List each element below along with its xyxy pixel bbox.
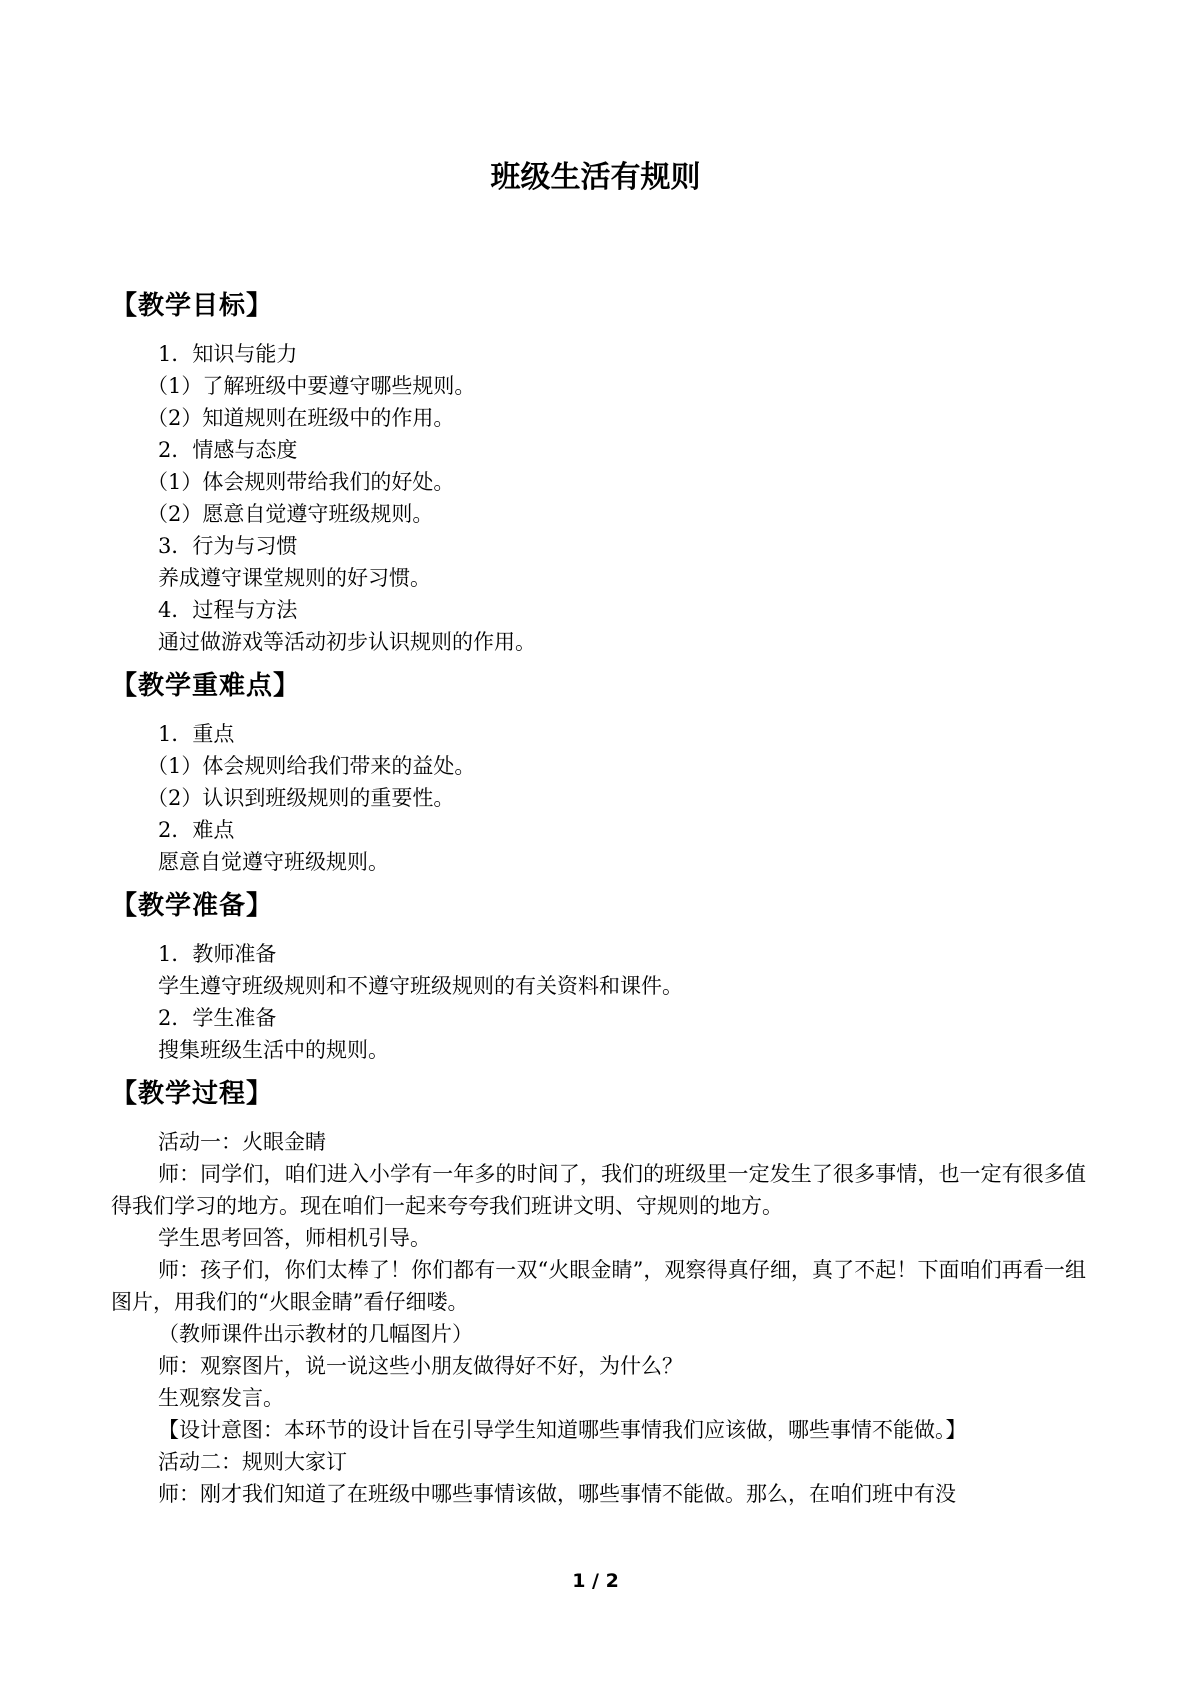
list-item: （2）认识到班级规则的重要性。	[147, 786, 455, 810]
paragraph: 活动一：火眼金睛	[158, 1130, 326, 1154]
list-item: （1）体会规则带给我们的好处。	[147, 470, 455, 494]
list-item: （1）了解班级中要遵守哪些规则。	[147, 374, 476, 398]
section-heading: 【教学重难点】	[111, 671, 301, 701]
paragraph: 师：同学们，咱们进入小学有一年多的时间了，我们的班级里一定发生了很多事情，也一定有很多值得我们学习的地方。现在咱们一起来夸夸我们班讲文明、守规则的地方。	[111, 1162, 1086, 1218]
paragraph: 师：刚才我们知道了在班级中哪些事情该做，哪些事情不能做。那么，在咱们班中有没	[158, 1482, 956, 1506]
list-item: 养成遵守课堂规则的好习惯。	[158, 566, 431, 590]
list-item: 2．难点	[158, 818, 235, 842]
paragraph: 活动二：规则大家订	[158, 1450, 347, 1474]
paragraph: 师：观察图片，说一说这些小朋友做得好不好，为什么？	[158, 1354, 683, 1378]
list-item: （2）愿意自觉遵守班级规则。	[147, 502, 434, 526]
list-item: 搜集班级生活中的规则。	[158, 1038, 389, 1062]
document-body	[111, 288, 1086, 1510]
paragraph: 师：孩子们，你们太棒了！你们都有一双“火眼金睛”，观察得真仔细，真了不起！下面咱们再看一组图片，用我们的“火眼金睛”看仔细喽。	[111, 1258, 1086, 1314]
document-title: 班级生活有规则	[490, 160, 701, 195]
design-intent-note: 【设计意图：本环节的设计旨在引导学生知道哪些事情我们应该做，哪些事情不能做。】	[158, 1418, 967, 1442]
list-item: 学生遵守班级规则和不遵守班级规则的有关资料和课件。	[158, 974, 683, 998]
list-item: （1）体会规则给我们带来的益处。	[147, 754, 476, 778]
section-heading: 【教学目标】	[111, 291, 274, 321]
list-item: （2）知道规则在班级中的作用。	[147, 406, 455, 430]
section-teaching-goals	[111, 288, 1086, 658]
paragraph: （教师课件出示教材的几幅图片）	[158, 1322, 473, 1346]
paragraph: 生观察发言。	[158, 1386, 284, 1410]
list-item: 1．重点	[158, 722, 235, 746]
list-item: 愿意自觉遵守班级规则。	[158, 850, 389, 874]
list-item: 通过做游戏等活动初步认识规则的作用。	[158, 630, 536, 654]
section-key-points	[111, 668, 1086, 878]
section-teaching-process	[111, 1076, 1086, 1510]
section-heading: 【教学过程】	[111, 1079, 274, 1109]
section-preparation	[111, 888, 1086, 1066]
section-heading: 【教学准备】	[111, 891, 274, 921]
list-item: 3．行为与习惯	[158, 534, 298, 558]
paragraph: 学生思考回答，师相机引导。	[158, 1226, 431, 1250]
list-item: 1．教师准备	[158, 942, 277, 966]
list-item: 2．情感与态度	[158, 438, 298, 462]
page-number: 1 / 2	[572, 1570, 619, 1592]
list-item: 4．过程与方法	[158, 598, 298, 622]
list-item: 2．学生准备	[158, 1006, 277, 1030]
list-item: 1．知识与能力	[158, 342, 298, 366]
